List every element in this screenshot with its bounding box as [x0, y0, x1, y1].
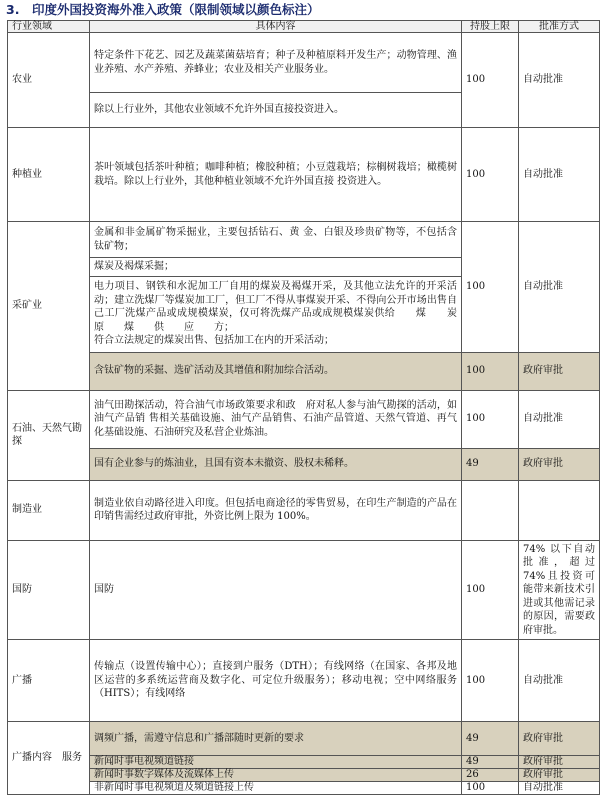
broadcasting-content: 传输点（设置传输中心）；直接到户服务（DTH）；有线网络（在国家、各邦及地区运营的多系统运营商及数字化、可定位升级服务）；移动电视；空中网络服务（HITS）；有线网络 [90, 640, 462, 722]
agriculture-cap: 100 [462, 33, 519, 128]
mining-restricted-approval: 政府审批 [519, 352, 600, 390]
broadcast-cap-row-3: 100 [462, 782, 519, 795]
table-row [8, 222, 600, 258]
defense-content: 国防 [90, 540, 462, 640]
sector-petroleum: 石油、天然气勘探 [8, 390, 90, 480]
mining-restricted-cap: 100 [462, 352, 519, 390]
table-row-restricted [8, 722, 600, 756]
mining-content-1: 金属和非金属矿物采掘业，主要包括钻石、黄 金、白银及珍贵矿物等，不包括含钛矿物； [90, 222, 462, 258]
sector-plantation: 种植业 [8, 128, 90, 222]
header-row [8, 21, 600, 33]
agriculture-approval: 自动批准 [519, 33, 600, 128]
sector-broadcasting: 广播 [8, 640, 90, 722]
agriculture-content-2: 除以上行业外，其他农业领域不允许外国直接投资进入。 [90, 93, 462, 128]
header-approval: 批准方式 [519, 21, 600, 33]
manufacturing-content: 制造业依自动路径进入印度。但包括电商途径的零售贸易，在印生产制造的产品在印销售需经过政府审批，外资比例上限为 100%。 [90, 480, 462, 540]
broadcast-approval-row-1: 政府审批 [519, 756, 600, 769]
table-row [8, 33, 600, 93]
table-row [8, 640, 600, 722]
mining-content-3-text: 电力项目、钢铁和水泥加工厂自用的煤炭及褐煤开采，及其他立法允许的开采活动；建立洗煤厂等煤炭加工厂，但工厂不得从事煤炭开采、不得向公开市场出售自己工厂洗煤产品或成规模煤炭，仅可将洗煤产品或成规模煤炭供给 煤 炭 原 煤 供 应 方； [94, 281, 477, 333]
petroleum-restricted-content: 国有企业参与的炼油业，且国有资本未撤资、股权未稀释。 [90, 448, 462, 480]
table-row [8, 128, 600, 222]
sector-mining: 采矿业 [8, 222, 90, 391]
table-row-restricted [8, 756, 600, 769]
defense-approval: 74% 以下自动批准，超过 74%且投资可能带来新技术引进或其他需记录的原因，需要政府审批。 [519, 540, 600, 640]
petroleum-restricted-cap: 49 [462, 448, 519, 480]
sector-agriculture: 农业 [8, 33, 90, 128]
header-sector: 行业领域 [8, 21, 90, 33]
defense-cap: 100 [462, 540, 519, 640]
broadcast-content-row-3: 非新闻时事电视频道及频道链接上传 [90, 782, 462, 795]
sector-broadcast-content: 广播内容 服务 [8, 722, 90, 795]
broadcast-approval-row-0: 政府审批 [519, 722, 600, 756]
mining-cap: 100 [462, 222, 519, 353]
plantation-approval: 自动批准 [519, 128, 600, 222]
table-row-restricted [8, 448, 600, 480]
manufacturing-approval [519, 480, 600, 540]
broadcasting-cap: 100 [462, 640, 519, 722]
broadcast-content-row-1: 新闻时事电视频道链接 [90, 756, 462, 769]
mining-restricted-content: 含钛矿物的采掘、选矿活动及其增值和附加综合活动。 [90, 352, 462, 390]
plantation-content: 茶叶领域包括茶叶种植；咖啡种植；橡胶种植；小豆蔻栽培；棕榈树栽培；橄榄树栽培。除以上行业外，其他种植业领域不允许外国直接 投资进入。 [90, 128, 462, 222]
broadcast-approval-row-3: 自动批准 [519, 782, 600, 795]
table-row [8, 540, 600, 640]
table-row [8, 480, 600, 540]
section-title: 3. 印度外国投资海外准入政策（限制领域以颜色标注） [6, 2, 320, 17]
mining-approval: 自动批准 [519, 222, 600, 353]
manufacturing-cap [462, 480, 519, 540]
broadcast-content-row-0: 调频广播，需遵守信息和广播部随时更新的要求 [90, 722, 462, 756]
broadcasting-approval: 自动批准 [519, 640, 600, 722]
table-row [8, 782, 600, 795]
sector-defense: 国防 [8, 540, 90, 640]
broadcast-cap-row-2: 26 [462, 769, 519, 782]
policy-table [7, 20, 600, 795]
broadcast-approval-row-2: 政府审批 [519, 769, 600, 782]
petroleum-restricted-approval: 政府审批 [519, 448, 600, 480]
broadcast-cap-row-0: 49 [462, 722, 519, 756]
broadcast-content-row-2: 新闻时事数字媒体及流媒体上传 [90, 769, 462, 782]
table-row [8, 390, 600, 448]
mining-content-4-text: 符合立法规定的煤炭出售、包括加工在内的开采活动； [94, 335, 334, 347]
table-row-restricted [8, 769, 600, 782]
plantation-cap: 100 [462, 128, 519, 222]
petroleum-content: 油气田勘探活动，符合油气市场政策要求和政 府对私人参与油气勘探的活动，如油气产品销 售相关基础设施、油气产品销售、石油产品管道、天然气管道、再气化基础设施、石油研究及私营企业炼油。 [90, 390, 462, 448]
agriculture-content-1: 特定条件下花艺、园艺及蔬菜菌菇培育；种子及种植原料开发生产；动物管理、渔业养殖、水产养殖、养蜂业；农业及相关产业服务业。 [90, 33, 462, 93]
header-cap: 持股上限 [462, 21, 519, 33]
petroleum-approval: 自动批准 [519, 390, 600, 448]
mining-content-2: 煤炭及褐煤采掘； [90, 258, 462, 277]
petroleum-cap: 100 [462, 390, 519, 448]
broadcast-cap-row-1: 49 [462, 756, 519, 769]
header-content: 具体内容 [90, 21, 462, 33]
sector-manufacturing: 制造业 [8, 480, 90, 540]
table-row-restricted [8, 352, 600, 390]
